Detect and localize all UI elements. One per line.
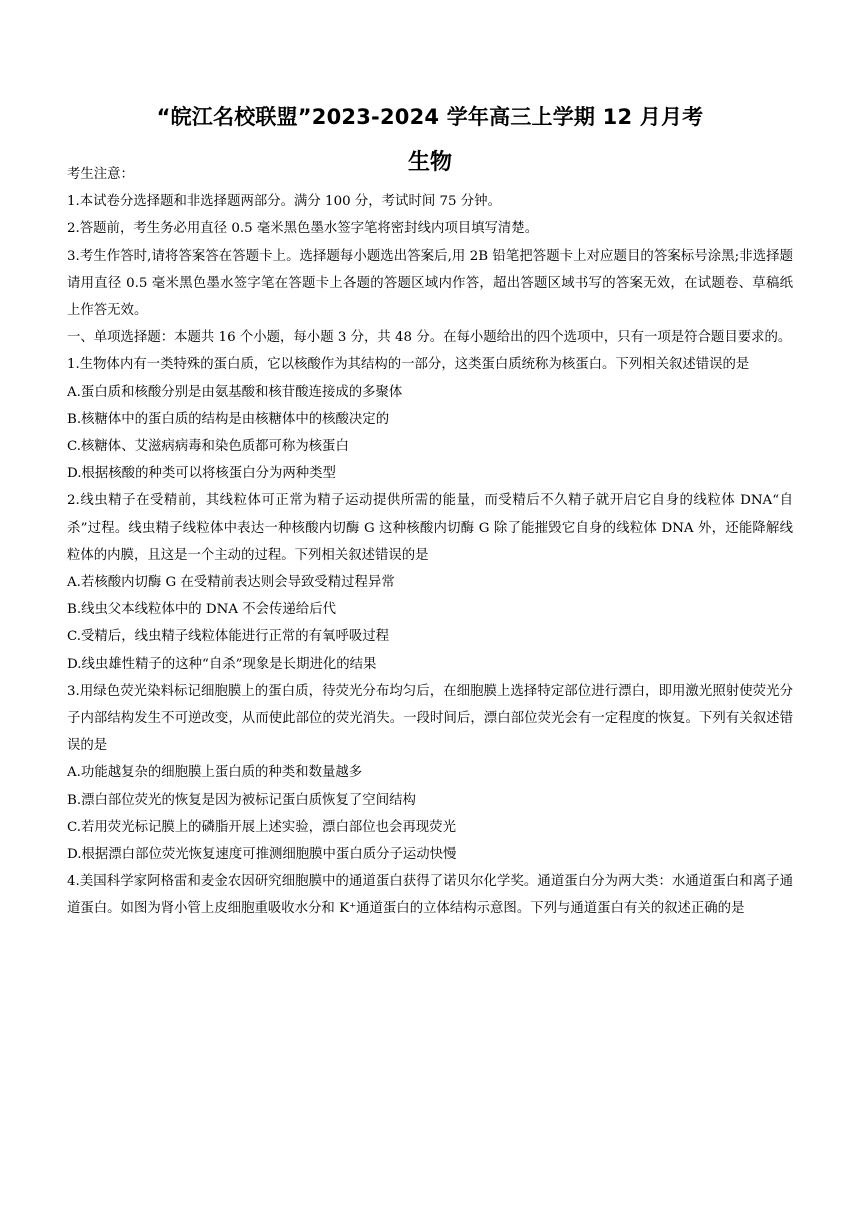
question-option: B.核糖体中的蛋白质的结构是由核糖体中的核酸决定的 [67,411,390,427]
question-option: D.线虫雄性精子的这种“自杀”现象是长期进化的结果 [67,656,377,672]
question-stem: 3.用绿色荧光染料标记细胞膜上的蛋白质，待荧光分布均匀后，在细胞膜上选择特定部位进行漂白，即用激光照射使荧光分子内部结构发生不可逆改变，从而使此部位的荧光消失。一段时间后，漂白部位荧光会有一定程度的恢复。下列有关叙述错误的是 [67,683,793,754]
question-stem: 1.生物体内有一类特殊的蛋白质，它以核酸作为其结构的一部分，这类蛋白质统称为核蛋白。下列相关叙述错误的是 [67,357,750,373]
section-intro: 一、单项选择题：本题共 16 个小题，每小题 3 分，共 48 分。在每小题给出的四个选项中，只有一项是符合题目要求的。 [67,330,792,346]
question-option: C.核糖体、艾滋病病毒和染色质都可称为核蛋白 [67,439,349,455]
exam-title: “皖江名校联盟”2023-2024 学年高三上学期 12 月月考 [156,105,704,129]
question-option: C.若用荧光标记膜上的磷脂开展上述实验，漂白部位也会再现荧光 [67,819,456,835]
notice-item: 2.答题前，考生务必用直径 0.5 毫米黑色墨水签字笔将密封线内项目填写清楚。 [67,221,539,237]
question-option: A.功能越复杂的细胞膜上蛋白质的种类和数量越多 [67,765,363,781]
notice-item: 3.考生作答时,请将答案答在答题卡上。选择题每小题选出答案后,用 2B 铅笔把答题卡上对应题目的答案标号涂黑;非选择题请用直径 0.5 毫米黑色墨水签字笔在答题卡上各题的答题区域内作答，超出答题区域书写的答案无效，在试题卷、草稿纸上作答无效。 [67,248,793,319]
exam-body [67,159,793,923]
question-option: A.蛋白质和核酸分别是由氨基酸和核苷酸连接成的多聚体 [67,384,403,400]
question-option: C.受精后，线虫精子线粒体能进行正常的有氧呼吸过程 [67,629,390,645]
question-option: D.根据漂白部位荧光恢复速度可推测细胞膜中蛋白质分子运动快慢 [67,847,457,863]
question-stem: 2.线虫精子在受精前，其线粒体可正常为精子运动提供所需的能量，而受精后不久精子就开启它自身的线粒体 DNA“自杀”过程。线虫精子线粒体中表达一种核酸内切酶 G 这种核酸内切酶 G 除了能摧毁它自身的线粒体 DNA 外，还能降解线粒体的内膜，且这是一个主动的过程。下列相关叙述错误的是 [67,493,793,563]
subject-title: 生物 [407,150,452,175]
question-option: B.线虫父本线粒体中的 DNA 不会传递给后代 [67,602,336,618]
notice-heading: 考生注意： [67,167,134,182]
question-option: D.根据核酸的种类可以将核蛋白分为两种类型 [67,466,336,482]
question-option: B.漂白部位荧光的恢复是因为被标记蛋白质恢复了空间结构 [67,792,416,808]
question-option: A.若核酸内切酶 G 在受精前表达则会导致受精过程异常 [67,575,395,591]
notice-item: 1.本试卷分选择题和非选择题两部分。满分 100 分，考试时间 75 分钟。 [67,194,501,210]
question-stem: 4.美国科学家阿格雷和麦金农因研究细胞膜中的通道蛋白获得了诺贝尔化学奖。通道蛋白分为两大类：水通道蛋白和离子通道蛋白。如图为肾小管上皮细胞重吸收水分和 K⁺通道蛋白的立体结构示意图。下列与通道蛋白有关的叙述正确的是 [67,874,793,917]
